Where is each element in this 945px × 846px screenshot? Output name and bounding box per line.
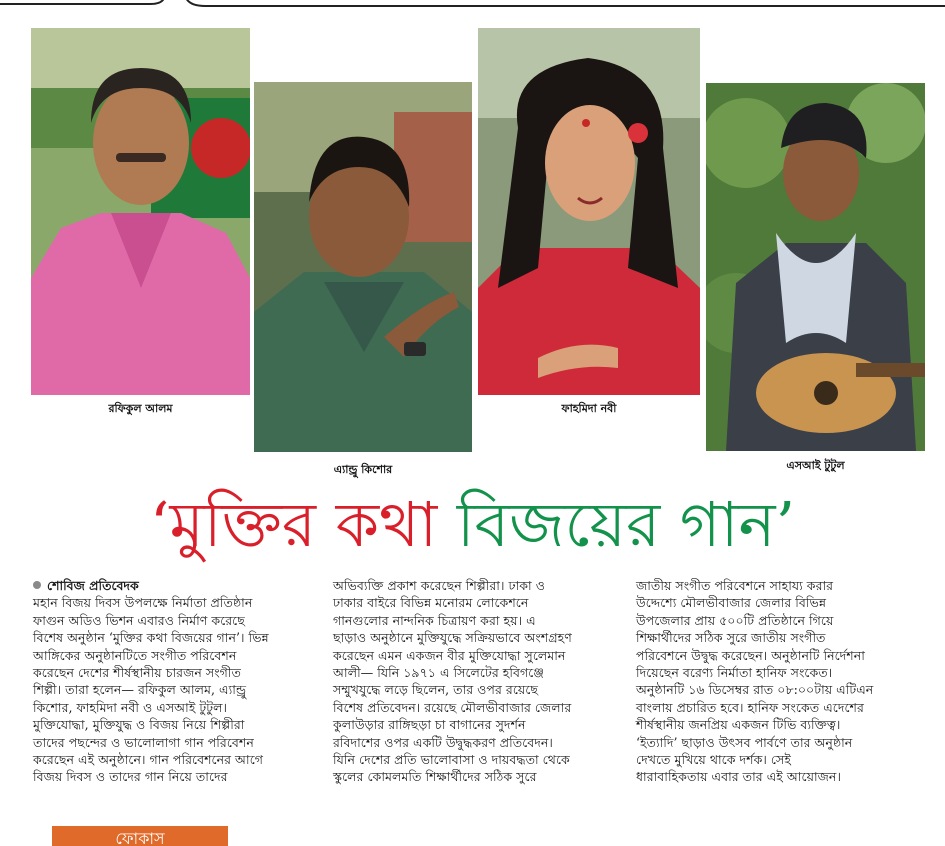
photo-rafiqul-alam — [31, 28, 250, 395]
article-line: মহান বিজয় দিবস উপলক্ষে নির্মাতা প্রতিষ্ঠান — [33, 595, 253, 611]
portrait-image — [706, 83, 925, 451]
article-line: ‘ইত্যাদি’ ছাড়াও উৎসব পার্বণে তার অনুষ্ঠান — [636, 734, 853, 750]
article-line: করেছেন দেশের শীর্ষস্থানীয় চারজন সংগীত — [33, 665, 241, 681]
headline — [0, 488, 945, 562]
article-line: পরিবেশনে উদ্বুদ্ধ করেছেন। অনুষ্ঠানটি নির্দেশনা — [636, 647, 865, 663]
article-column-1 — [33, 577, 315, 786]
article-line: শিল্পী। তারা হলেন— রফিকুল আলম, এ্যান্ড্রু — [33, 682, 247, 698]
article-line: ছাড়াও অনুষ্ঠানে মুক্তিযুদ্ধে সক্রিয়ভাবে অংশগ্রহণ — [333, 630, 572, 646]
article-line: বিজয় দিবস ও তাদের গান নিয়ে তাদের — [33, 769, 228, 785]
article-column-2 — [333, 577, 623, 786]
article-line: শিক্ষার্থীদের সঠিক সুরে জাতীয় সংগীত — [636, 630, 826, 646]
article-line: স্কুলের কোমলমতি শিক্ষার্থীদের সঠিক সুরে — [333, 769, 537, 785]
article-line: বাংলায় প্রচারিত হবে। হানিফ সংকেত এদেশের — [636, 699, 864, 715]
column-2-text — [333, 577, 623, 786]
article-line: দিয়েছেন বরেণ্য নির্মাতা হানিফ সংকেত। — [636, 665, 833, 681]
article-line: যিনি দেশের প্রতি ভালোবাসা ও দায়বদ্ধতা থেকে — [333, 752, 570, 768]
article-line: উপজেলার প্রায় ৫০০টি প্রতিষ্ঠানে গিয়ে — [636, 612, 834, 628]
article-line: দেখতে মুখিয়ে থাকে দর্শক। সেই — [636, 752, 791, 768]
byline-text: শোবিজ প্রতিবেদক — [47, 578, 139, 593]
article-line: কুলাউড়ার রাঙ্গিছড়া চা বাগানের সুদর্শন — [333, 717, 526, 733]
photo-si-tutul — [706, 83, 925, 451]
article-line: জাতীয় সংগীত পরিবেশনে সাহায্য করার — [636, 578, 834, 593]
article-line: আলী— যিনি ১৯৭১ এ সিলেটের হবিগঞ্জে — [333, 665, 545, 681]
byline — [33, 577, 315, 594]
caption-andrew-kishore: এ্যান্ড্রু কিশোর — [333, 463, 393, 476]
article-line: শীর্ষস্থানীয় জনপ্রিয় একজন টিভি ব্যক্তিত্ব। — [636, 717, 841, 733]
article-line: রবিদাশের ওপর একটি উদ্বুদ্ধকরণ প্রতিবেদন। — [333, 734, 553, 750]
portrait-image — [31, 28, 250, 395]
article-line: তাদের পছন্দের ও ভালোলাগা গান পরিবেশন — [33, 734, 254, 750]
article-line: অনুষ্ঠানটি ১৬ ডিসেম্বর রাত ০৮:০০টায় এটিএন — [636, 682, 874, 698]
article-line: গানগুলোর নান্দনিক চিত্রায়ণ করা হয়। এ — [333, 612, 536, 628]
article-column-3 — [636, 577, 926, 786]
portrait-image — [254, 82, 472, 452]
column-1-text — [33, 594, 315, 785]
article-line: ঢাকার বাইরে বিভিন্ন মনোরম লোকেশনে — [333, 595, 529, 611]
article-line: করেছেন এই অনুষ্ঠানে। গান পরিবেশনের আগে — [33, 752, 264, 768]
article-line: উদ্দেশ্যে মৌলভীবাজার জেলার বিভিন্ন — [636, 595, 827, 611]
article-line: আঙ্গিকের অনুষ্ঠানটিতে সংগীত পরিবেশন — [33, 647, 237, 663]
article-line: বিশেষ প্রতিবেদন। রয়েছে মৌলভীবাজার জেলার — [333, 699, 572, 715]
article-line: বিশেষ অনুষ্ঠান ‘মুক্তির কথা বিজয়ের গান’। ভিন্ন — [33, 630, 269, 646]
top-frame-lines — [0, 0, 945, 14]
caption-fahmida-nabi: ফাহমিদা নবী — [561, 402, 617, 415]
caption-si-tutul: এসআই টুটুল — [786, 459, 845, 472]
headline-part-green: বিজয়ের গান’ — [456, 488, 796, 561]
article-line: মুক্তিযোদ্ধা, মুক্তিযুদ্ধ ও বিজয় নিয়ে শিল্পীরা — [33, 717, 245, 733]
photo-andrew-kishore — [254, 82, 472, 452]
photo-fahmida-nabi — [478, 28, 700, 395]
article-line: ফাগুন অডিও ভিশন এবারও নির্মাণ করেছে — [33, 612, 245, 628]
article-line: কিশোর, ফাহমিদা নবী ও এসআই টুটুল। — [33, 699, 228, 715]
column-3-text — [636, 577, 926, 786]
article-line: করেছেন এমন একজন বীর মুক্তিযোদ্ধা সুলেমান — [333, 647, 566, 663]
caption-rafiqul-alam: রফিকুল আলম — [108, 402, 173, 415]
article-line: ধারাবাহিকতায় এবার তার এই আয়োজন। — [636, 769, 841, 785]
portrait-image — [478, 28, 700, 395]
headline-part-red: ‘মুক্তির কথা — [149, 488, 438, 561]
bullet-icon — [33, 581, 41, 589]
article-line: অভিব্যক্তি প্রকাশ করেছেন শিল্পীরা। ঢাকা ও — [333, 578, 545, 593]
next-section-tab: ফোকাস — [52, 826, 228, 846]
article-line: সম্মুখযুদ্ধে লড়ে ছিলেন, তার ওপর রয়েছে — [333, 682, 539, 698]
